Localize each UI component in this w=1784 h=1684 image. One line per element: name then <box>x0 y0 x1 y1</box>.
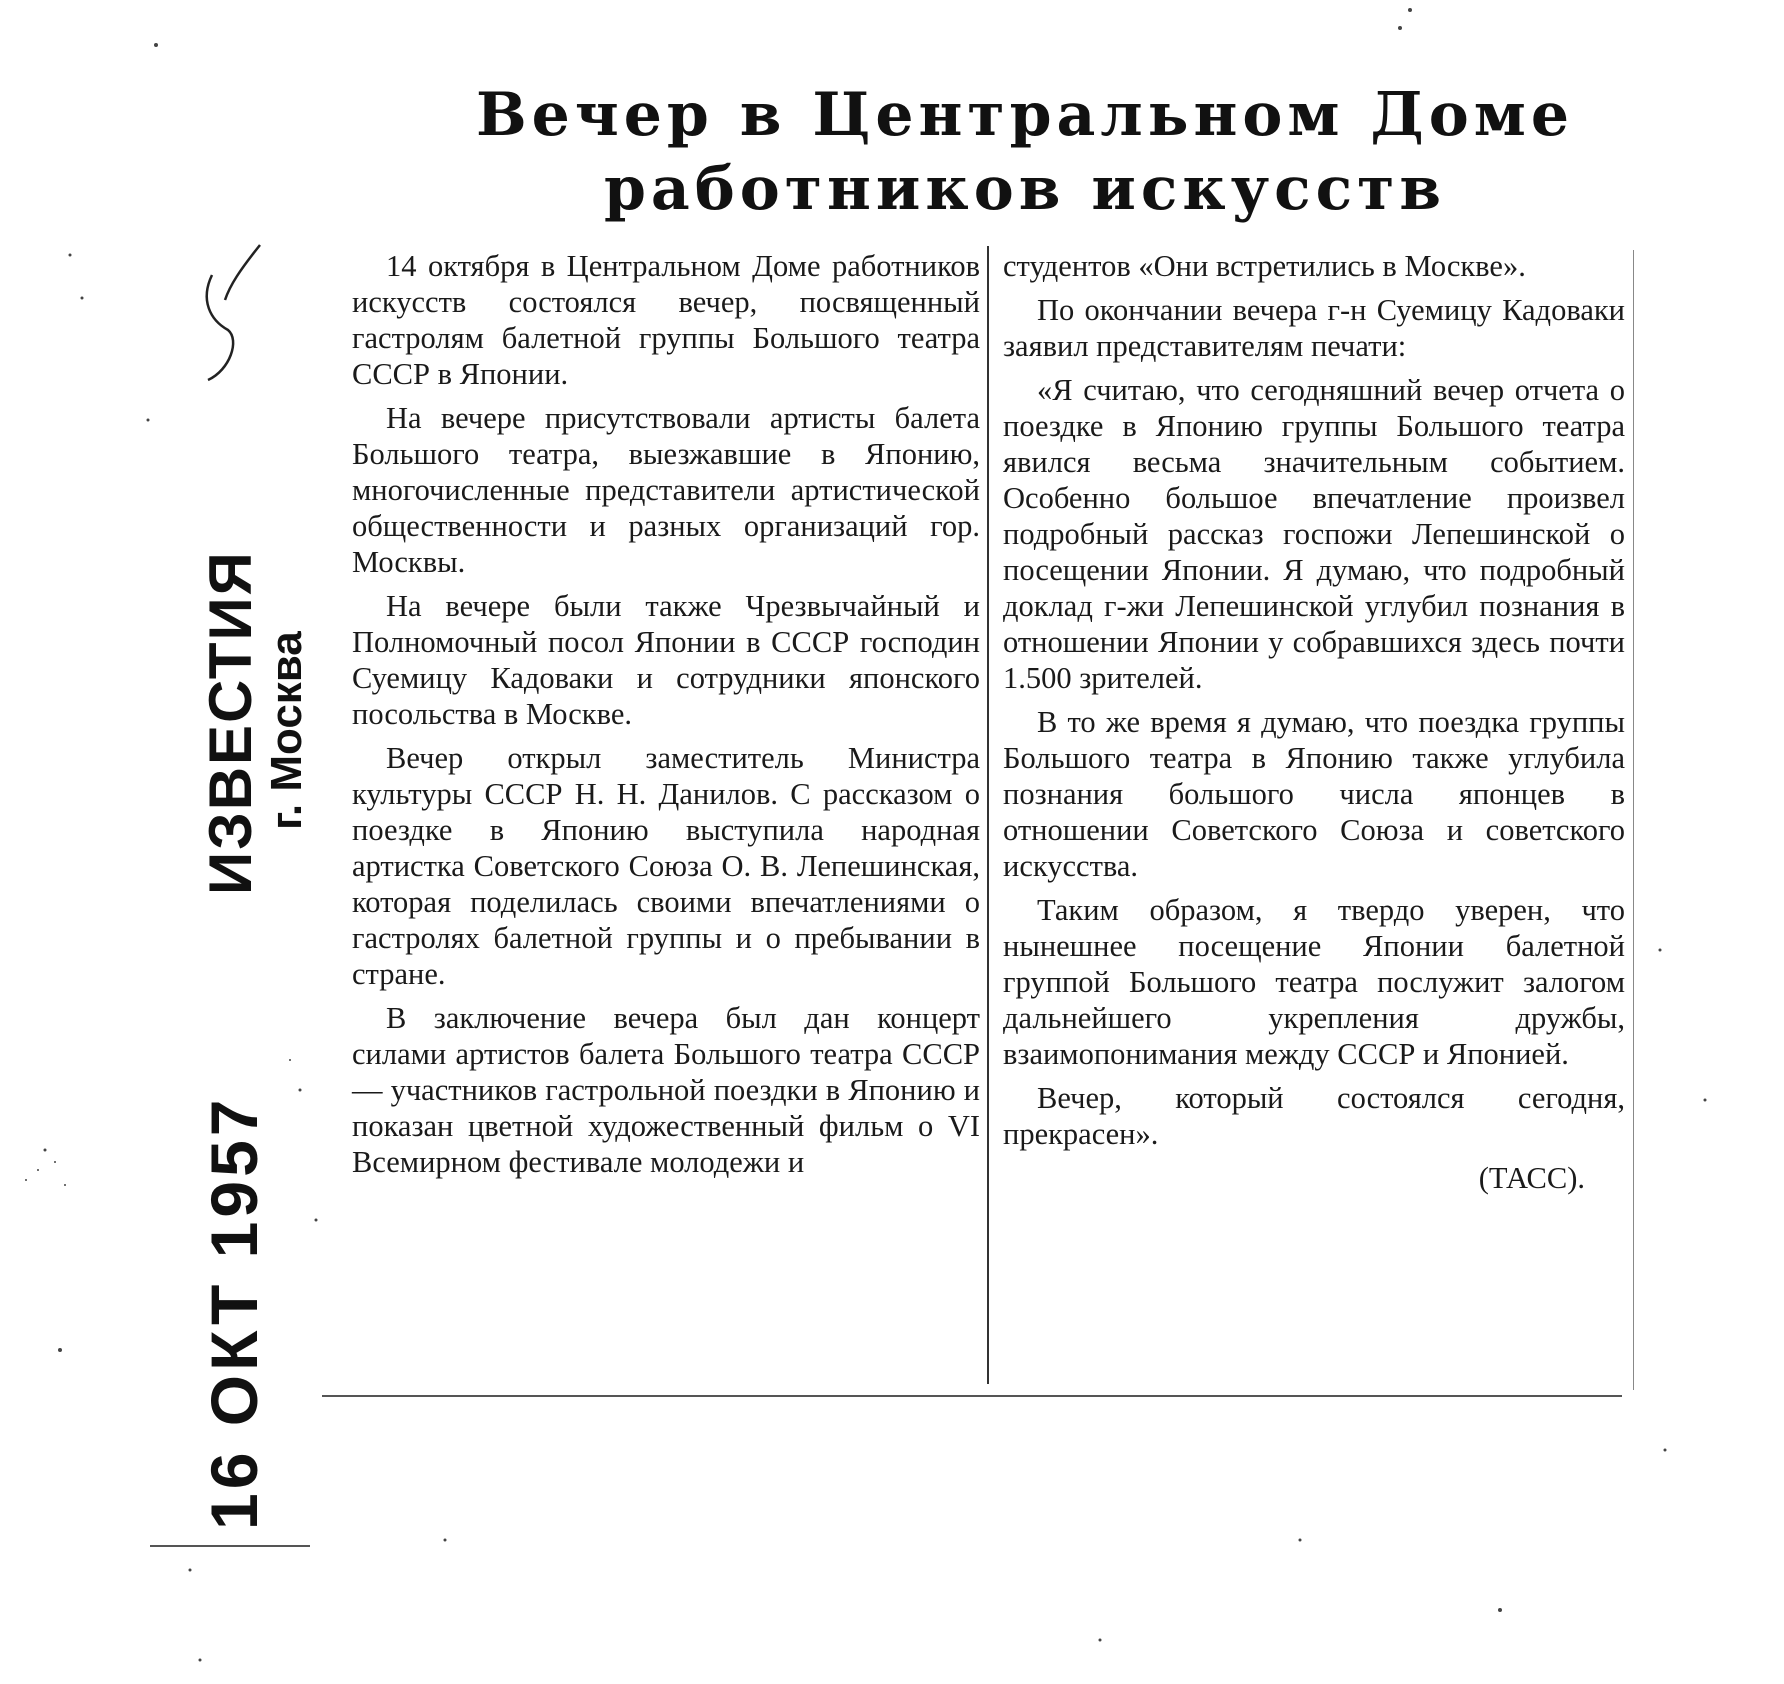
paragraph: Вечер открыл заместитель Министра культуры СССР Н. Н. Данилов. С рассказом о поездке в Японию выступила народная артистка Советского Союза О. В. Лепешинская, которая поделилась своими впечатлениями о гастролях балетной группы и о пребывании в стране. <box>352 741 980 991</box>
paragraph: В то же время я думаю, что поездка группы Большого театра в Японию также углубила познания большого числа японцев в отношении Советского Союза и советского искусства. <box>1003 705 1625 883</box>
headline-line-1: Вечер в Центральном Доме <box>475 80 1575 150</box>
paragraph: 14 октября в Центральном Доме работников искусств состоялся вечер, посвященный гастролям балетной группы Большого театра СССР в Японии. <box>352 249 980 391</box>
paragraph: «Я считаю, что сегодняшний вечер отчета о поездке в Японию группы Большого театра явился весьма значительным событием. Особенно большое впечатление произвел подробный рассказ госпожи Лепешинской о посещении Японии. Я думаю, что подробный доклад г-жи Лепешинской углубил познания в отношении Японии у собравшихся здесь почти 1.500 зрителей. <box>1003 373 1625 695</box>
paragraph-continuation: студентов «Они встретились в Москве». <box>1003 249 1526 283</box>
paragraph: Вечер, который состоялся сегодня, прекрасен». <box>1003 1081 1625 1151</box>
paragraph: По окончании вечера г-н Суемицу Кадоваки заявил представителям печати: <box>1003 293 1625 363</box>
paragraph: На вечере присутствовали артисты балета Большого театра, выезжавшие в Японию, многочисленные представители артистической общественности и разных организаций гор. Москвы. <box>352 401 980 579</box>
newspaper-stamp: ИЗВЕСТИЯ <box>197 550 264 895</box>
paragraph: В заключение вечера был дан концерт силами артистов балета Большого театра СССР — участников гастрольной поездки в Японию и показан цветной художественный фильм о VI Всемирном фестивале молодежи и <box>352 1001 980 1179</box>
paragraph: На вечере были также Чрезвычайный и Полномочный посол Японии в СССР господин Суемицу Кадоваки и сотрудники японского посольства в Москве. <box>352 589 980 731</box>
city-stamp: г. Москва <box>262 631 311 830</box>
date-stamp: 16 ОКТ 1957 <box>197 1095 271 1530</box>
paragraph: Таким образом, я твердо уверен, что нынешнее посещение Японии балетной группой Большого театра послужит залогом дальнейшего укрепления дружбы, взаимопонимания между СССР и Японией. <box>1003 893 1625 1071</box>
source-credit: (ТАСС). <box>1478 1161 1585 1195</box>
headline-line-2: работников искусств <box>603 154 1447 224</box>
